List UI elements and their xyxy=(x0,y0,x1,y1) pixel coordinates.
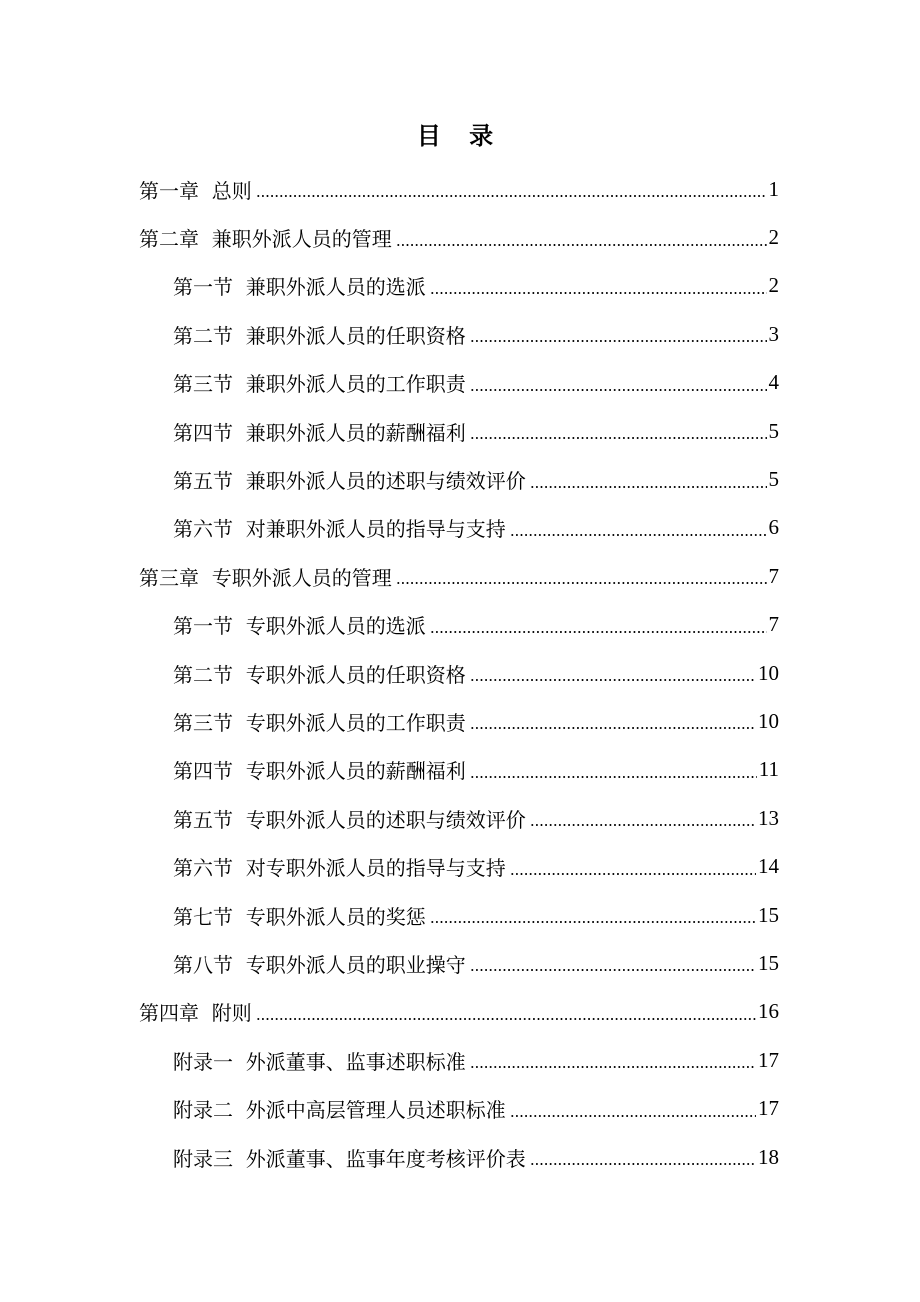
toc-entry-page-number: 7 xyxy=(768,563,779,588)
toc-section-entry[interactable] xyxy=(0,891,920,939)
toc-chapter-entry[interactable] xyxy=(0,165,920,213)
toc-chapter-entry[interactable] xyxy=(0,213,920,261)
toc-section-entry[interactable] xyxy=(0,455,920,503)
toc-title: 目 录 xyxy=(416,121,504,150)
toc-entry-label: 第六节 对兼职外派人员的指导与支持 xyxy=(173,517,506,542)
toc-section-entry[interactable] xyxy=(0,649,920,697)
toc-entry-label: 第一节 兼职外派人员的选派 xyxy=(173,275,426,300)
toc-entry-page-number: 5 xyxy=(768,418,779,443)
table-of-contents xyxy=(0,165,920,1181)
dot-leader xyxy=(430,905,756,925)
dot-leader xyxy=(530,1147,756,1167)
toc-entry-page-number: 15 xyxy=(758,902,779,927)
toc-section-entry[interactable] xyxy=(0,697,920,745)
toc-entry-label: 第七节 专职外派人员的奖惩 xyxy=(173,904,426,929)
toc-entry-label: 附录一 外派董事、监事述职标准 xyxy=(173,1049,466,1074)
toc-entry-label: 第四章 附则 xyxy=(139,1001,252,1026)
dot-leader xyxy=(470,324,767,344)
dot-leader xyxy=(256,179,767,199)
toc-section-entry[interactable] xyxy=(0,504,920,552)
toc-section-entry[interactable] xyxy=(0,1084,920,1132)
toc-entry-page-number: 6 xyxy=(768,515,779,540)
dot-leader xyxy=(510,518,767,538)
dot-leader xyxy=(470,953,756,973)
dot-leader xyxy=(430,615,767,635)
dot-leader xyxy=(470,663,756,683)
toc-entry-label: 第二章 兼职外派人员的管理 xyxy=(139,227,392,252)
toc-section-entry[interactable] xyxy=(0,794,920,842)
dot-leader xyxy=(430,276,767,296)
toc-entry-page-number: 4 xyxy=(768,370,779,395)
toc-section-entry[interactable] xyxy=(0,262,920,310)
toc-entry-label: 第五节 专职外派人员的述职与绩效评价 xyxy=(173,807,526,832)
toc-entry-page-number: 11 xyxy=(758,757,779,782)
toc-entry-label: 第三章 专职外派人员的管理 xyxy=(139,565,392,590)
toc-entry-page-number: 3 xyxy=(768,321,779,346)
toc-entry-label: 第四节 专职外派人员的薪酬福利 xyxy=(173,759,466,784)
toc-entry-label: 第二节 兼职外派人员的任职资格 xyxy=(173,323,466,348)
dot-leader xyxy=(396,566,767,586)
toc-entry-label: 第一章 总则 xyxy=(139,178,252,203)
toc-section-entry[interactable] xyxy=(0,310,920,358)
toc-entry-page-number: 14 xyxy=(758,854,779,879)
toc-entry-label: 第三节 兼职外派人员的工作职责 xyxy=(173,372,466,397)
toc-entry-page-number: 17 xyxy=(758,1047,779,1072)
dot-leader xyxy=(470,1050,756,1070)
toc-entry-label: 第五节 兼职外派人员的述职与绩效评价 xyxy=(173,469,526,494)
toc-section-entry[interactable] xyxy=(0,407,920,455)
dot-leader xyxy=(530,470,767,490)
toc-entry-label: 第六节 对专职外派人员的指导与支持 xyxy=(173,856,506,881)
dot-leader xyxy=(510,857,756,877)
dot-leader xyxy=(470,421,767,441)
toc-entry-label: 第三节 专职外派人员的工作职责 xyxy=(173,710,466,735)
dot-leader xyxy=(510,1099,756,1119)
toc-entry-page-number: 7 xyxy=(768,612,779,637)
dot-leader xyxy=(256,1002,756,1022)
dot-leader xyxy=(396,228,767,248)
toc-entry-page-number: 16 xyxy=(758,999,779,1024)
toc-entry-page-number: 17 xyxy=(758,1096,779,1121)
toc-chapter-entry[interactable] xyxy=(0,552,920,600)
toc-section-entry[interactable] xyxy=(0,842,920,890)
toc-entry-page-number: 10 xyxy=(758,660,779,685)
toc-entry-page-number: 10 xyxy=(758,708,779,733)
toc-entry-page-number: 1 xyxy=(768,176,779,201)
toc-section-entry[interactable] xyxy=(0,359,920,407)
toc-section-entry[interactable] xyxy=(0,939,920,987)
toc-entry-label: 第二节 专职外派人员的任职资格 xyxy=(173,662,466,687)
toc-entry-label: 附录二 外派中高层管理人员述职标准 xyxy=(173,1098,506,1123)
toc-section-entry[interactable] xyxy=(0,746,920,794)
toc-entry-page-number: 5 xyxy=(768,467,779,492)
dot-leader xyxy=(470,760,757,780)
toc-section-entry[interactable] xyxy=(0,601,920,649)
toc-entry-page-number: 15 xyxy=(758,950,779,975)
dot-leader xyxy=(470,711,756,731)
toc-entry-page-number: 2 xyxy=(768,225,779,250)
toc-section-entry[interactable] xyxy=(0,1133,920,1181)
toc-entry-label: 第八节 专职外派人员的职业操守 xyxy=(173,952,466,977)
toc-entry-page-number: 13 xyxy=(758,805,779,830)
toc-entry-label: 第一节 专职外派人员的选派 xyxy=(173,614,426,639)
toc-section-entry[interactable] xyxy=(0,1036,920,1084)
toc-entry-label: 第四节 兼职外派人员的薪酬福利 xyxy=(173,420,466,445)
toc-chapter-entry[interactable] xyxy=(0,988,920,1036)
dot-leader xyxy=(530,808,756,828)
toc-entry-page-number: 18 xyxy=(758,1144,779,1169)
toc-entry-label: 附录三 外派董事、监事年度考核评价表 xyxy=(173,1146,526,1171)
dot-leader xyxy=(470,373,767,393)
toc-entry-page-number: 2 xyxy=(768,273,779,298)
